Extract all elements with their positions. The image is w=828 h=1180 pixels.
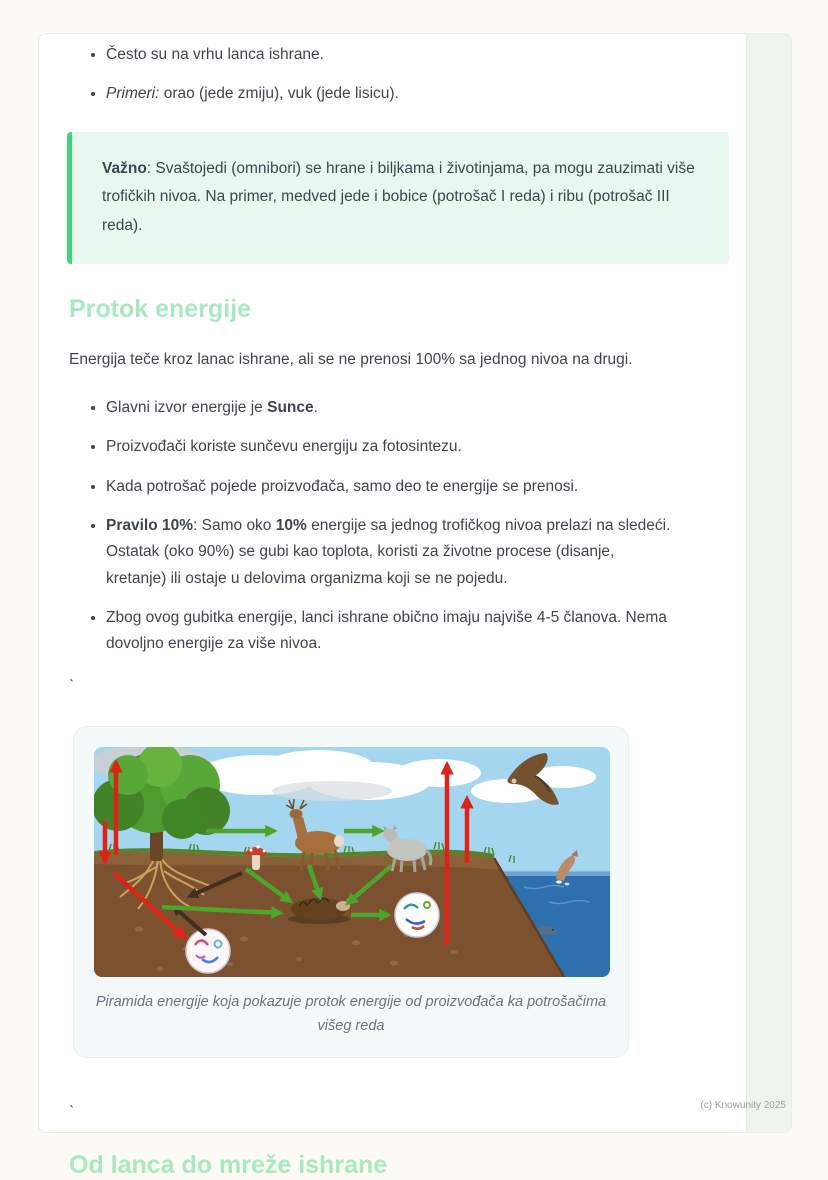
important-callout-box xyxy=(67,132,729,264)
list-item xyxy=(106,605,674,658)
copyright-label: (c) Knowunity 2025 xyxy=(700,1100,786,1111)
figure-caption: Piramida energije koja pokazuje protok energije od proizvođača ka potrošačima višeg reda xyxy=(95,994,607,1035)
list-item xyxy=(106,474,674,500)
intro-bullet-list xyxy=(69,42,729,108)
list-item xyxy=(106,81,674,107)
text-segment-bold: Sunce xyxy=(267,399,314,417)
callout-bold-label: Važno xyxy=(102,159,147,177)
figure-card xyxy=(73,726,629,1058)
section-heading-od-lanca: Od lanca do mreže ishrane xyxy=(69,1151,388,1180)
text-segment: Glavni izvor energije je xyxy=(106,399,268,417)
section-heading-protok-energije: Protok energije xyxy=(69,294,251,323)
text-segment: Zbog ovog gubitka energije, lanci ishrane obično imaju najviše 4-5 članova. Nema dovoljno energije za više nivoa. xyxy=(106,609,667,653)
text-segment-bold: 10% xyxy=(275,517,307,535)
ecosystem-illustration xyxy=(94,747,610,977)
text-segment: . xyxy=(313,399,318,417)
text-segment: energije sa jednog trofičkog nivoa prelazi na sledeći. Ostatak (oko 90%) se gubi kao toplota, koristi za životne procese (disanje, kretanje) ili ostaje u delovima organizma koji se ne pojedu. xyxy=(106,517,671,587)
text-segment: Kada potrošač pojede proizvođača, samo deo te energije se prenosi. xyxy=(106,477,579,495)
document-page xyxy=(38,33,792,1180)
text-segment: Često su na vrhu lanca ishrane. xyxy=(106,46,324,63)
stray-backtick: ` xyxy=(69,677,75,695)
ecosystem-energy-flow-image[interactable] xyxy=(94,747,610,977)
list-item xyxy=(106,395,674,421)
text-segment: orao (jede zmiju), vuk (jede lisicu). xyxy=(159,85,399,103)
list-item xyxy=(106,42,674,68)
list-item xyxy=(106,434,674,460)
energy-flow-bullet-list xyxy=(69,395,729,658)
stray-backtick: ` xyxy=(69,1103,75,1121)
document-content xyxy=(39,34,791,1180)
decomposer-microbes-circle xyxy=(395,893,439,937)
text-segment: Proizvođači koriste sunčevu energiju za fotosintezu. xyxy=(106,438,462,456)
text-segment-italic: Primeri: xyxy=(106,85,160,103)
callout-text: : Svaštojedi (omnibori) se hrane i biljkama i životinjama, pa mogu zauzimati više trofičkih nivoa. Na primer, medved jede i bobice (potrošač I reda) i ribu (potrošač III reda). xyxy=(102,159,695,235)
section-intro-paragraph: Energija teče kroz lanac ishrane, ali se ne prenosi 100% sa jednog nivoa na drugi. xyxy=(69,350,633,368)
text-segment-bold: Pravilo 10% xyxy=(106,517,194,535)
text-segment: : Samo oko xyxy=(193,517,276,535)
list-item xyxy=(106,513,674,592)
soil-microbes-circle xyxy=(186,929,230,973)
